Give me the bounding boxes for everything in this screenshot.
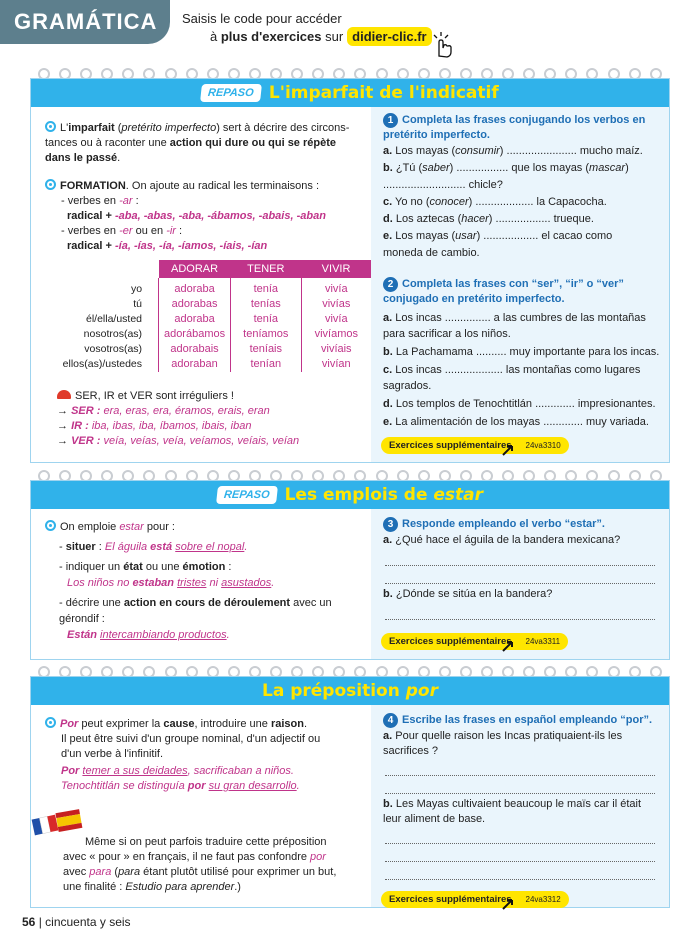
promo-site-link[interactable]: didier-clic.fr bbox=[347, 27, 431, 46]
card-estar bbox=[30, 480, 670, 660]
promo-line2 bbox=[182, 27, 432, 46]
alarm-icon bbox=[57, 390, 71, 399]
table-row: ellos(as)/ustedes adoraban tenían vivían bbox=[53, 357, 371, 372]
exercise-number: 1 bbox=[383, 113, 398, 128]
exercise-number: 3 bbox=[383, 517, 398, 532]
table-header: VIVIR bbox=[301, 260, 371, 278]
promo-prefix: à bbox=[210, 29, 221, 44]
section-tab bbox=[0, 0, 170, 44]
irregular-verbs: SER, IR et VER sont irréguliers ! → SER : era, eras, era, éramos, erais, eran → IR : iba, ibas, iba, íbamos, ibais, iban → VER : veía, veías, veía, veíamos, veíais, veían bbox=[57, 390, 300, 447]
answer-line[interactable] bbox=[385, 775, 655, 776]
exercise-3-a: a. ¿Qué hace el águila de la bandera mexicana? bbox=[383, 534, 621, 546]
arrow-icon: → bbox=[57, 405, 72, 417]
extra-exercises-button[interactable]: Exercices supplémentaires 24va3310 bbox=[381, 437, 569, 454]
card-title: Les emplois de estar bbox=[284, 485, 484, 505]
cursor-icon bbox=[501, 639, 515, 653]
answer-line[interactable] bbox=[385, 619, 655, 620]
exercise-number: 2 bbox=[383, 277, 398, 292]
extra-exercises-button[interactable]: Exercices supplémentaires 24va3312 bbox=[381, 891, 569, 908]
answer-line[interactable] bbox=[385, 793, 655, 794]
answer-line[interactable] bbox=[385, 879, 655, 880]
table-header: TENER bbox=[231, 260, 302, 278]
arrow-icon: → bbox=[57, 420, 72, 432]
exercise-column bbox=[371, 509, 669, 659]
answer-line[interactable] bbox=[385, 843, 655, 844]
extra-exercises-button[interactable]: Exercices supplémentaires 24va3311 bbox=[381, 633, 568, 650]
theory-column bbox=[31, 705, 371, 907]
bullet-icon bbox=[45, 179, 56, 190]
table-row: yo adoraba tenía vivía bbox=[53, 278, 371, 297]
theory-column bbox=[31, 107, 371, 462]
exercise-number: 4 bbox=[383, 713, 398, 728]
por-explanation: Por peut exprimer la cause, introduire une raison. Il peut être suivi d'un groupe nominal, d'un adjectif ou d'un verbe à l'infinitif. Por temer a sus deidades, sacrificaban a niños. Tenochtitlán se distinguía por su gran desarrollo. bbox=[45, 717, 365, 794]
card-title: La préposition por bbox=[262, 681, 438, 701]
arrow-icon: → bbox=[57, 435, 72, 447]
exercise-column bbox=[371, 705, 669, 907]
conjugation-table bbox=[53, 260, 371, 372]
exercise-4-b: b. Les Mayas cultivaient beaucoup le maïs car il était leur aliment de base. bbox=[383, 798, 642, 825]
exercise-1: 1 Completa las frases conjugando los verbos en pretérito imperfecto. a. Los mayas (consumir) ....................... mucho maíz. b. ¿Tú (saber) ................. que los mayas (mascar) ........................... chicle? c. Yo no (conocer) ................... la Capacocha. d. Los aztecas (hacer) .................. trueque. e. Los mayas (usar) .................. el cacao como moneda de cambio. bbox=[383, 114, 646, 259]
page-footer: 56 | cincuenta y seis bbox=[22, 915, 131, 929]
table-row: él/ella/usted adoraba tenía vivía bbox=[53, 312, 371, 327]
page-number: 56 bbox=[22, 915, 36, 929]
answer-line[interactable] bbox=[385, 565, 655, 566]
bullet-icon bbox=[45, 520, 56, 531]
table-row: nosotros(as) adorábamos teníamos vivíamos bbox=[53, 327, 371, 342]
exercise-2: 2 Completa las frases con “ser”, “ir” o “ver” conjugado en pretérito imperfecto. a. Los incas ............... a las cumbres de las montañas para sacrificar a los niños. b. La Pachamama .......... muy importante para los incas. c. Los incas ................... las montañas como lugares sagrados. d. Los templos de Tenochtitlán ............. impresionantes. e. La alimentación de los mayas ............. muy variada. bbox=[383, 278, 660, 428]
page-number-words: cincuenta y seis bbox=[45, 915, 131, 929]
section-tab-label: GRAMÁTICA bbox=[14, 9, 158, 34]
formation-block: FORMATION. On ajoute au radical les terminaisons : - verbes en -ar : radical + -aba, -abas, -aba, -ábamos, -abais, -aban - verbes en -er ou en -ir : radical + -ía, -ías, -ía, -íamos, -íais, -ían bbox=[45, 179, 363, 254]
card-por bbox=[30, 676, 670, 908]
exercise-3-b: b. ¿Dónde se sitúa en la bandera? bbox=[383, 588, 553, 600]
bullet-icon bbox=[45, 717, 56, 728]
answer-line[interactable] bbox=[385, 583, 655, 584]
exercise-4-title: 4 Escribe las frases en español empleando “por”. bbox=[383, 713, 661, 728]
theory-column bbox=[31, 509, 371, 659]
promo-line1: Saisis le code pour accéder bbox=[182, 11, 342, 26]
exercise-4-a: a. Pour quelle raison les Incas pratiquaient-ils les sacrifices ? bbox=[383, 730, 623, 757]
bullet-icon bbox=[45, 121, 56, 132]
table-row: tú adorabas tenías vivías bbox=[53, 297, 371, 312]
exercise-column bbox=[371, 107, 669, 462]
promo-bold: plus d'exercices bbox=[220, 29, 322, 44]
cursor-icon bbox=[501, 443, 515, 457]
imparfait-definition: L'imparfait (pretérito imperfecto) sert à décrire des circons-tances ou à raconter une action qui dure ou qui se répète dans le passé. bbox=[45, 122, 350, 164]
estar-uses: On emploie estar pour : - situer : El águila está sobre el nopal. - indiquer un état ou une émotion : Los niños no estaban tristes ni asustados. - décrire une action en cours de déroulement avec un gérondif : Están intercambiando productos. bbox=[45, 519, 365, 643]
card-header bbox=[31, 481, 669, 509]
table-row: vosotros(as) adorabais teníais vivíais bbox=[53, 342, 371, 357]
card-header bbox=[31, 79, 669, 107]
repaso-badge: REPASO bbox=[200, 84, 262, 102]
answer-line[interactable] bbox=[385, 861, 655, 862]
repaso-badge: REPASO bbox=[216, 486, 278, 504]
card-title: L'imparfait de l'indicatif bbox=[268, 83, 499, 103]
promo-text bbox=[182, 10, 432, 46]
table-header: ADORAR bbox=[159, 260, 231, 278]
por-para-note: Même si on peut parfois traduire cette préposition avec « pour » en français, il ne faut pas confondre por avec para (para étant plutôt utilisé pour exprimer un but, une finalité : Estudio para aprender.) bbox=[63, 836, 337, 893]
exercise-3-title: 3 Responde empleando el verbo “estar”. bbox=[383, 517, 661, 532]
card-header bbox=[31, 677, 669, 705]
promo-suffix: sur bbox=[321, 29, 344, 44]
cursor-icon bbox=[501, 897, 515, 911]
click-hand-icon bbox=[428, 30, 458, 60]
card-imparfait bbox=[30, 78, 670, 463]
